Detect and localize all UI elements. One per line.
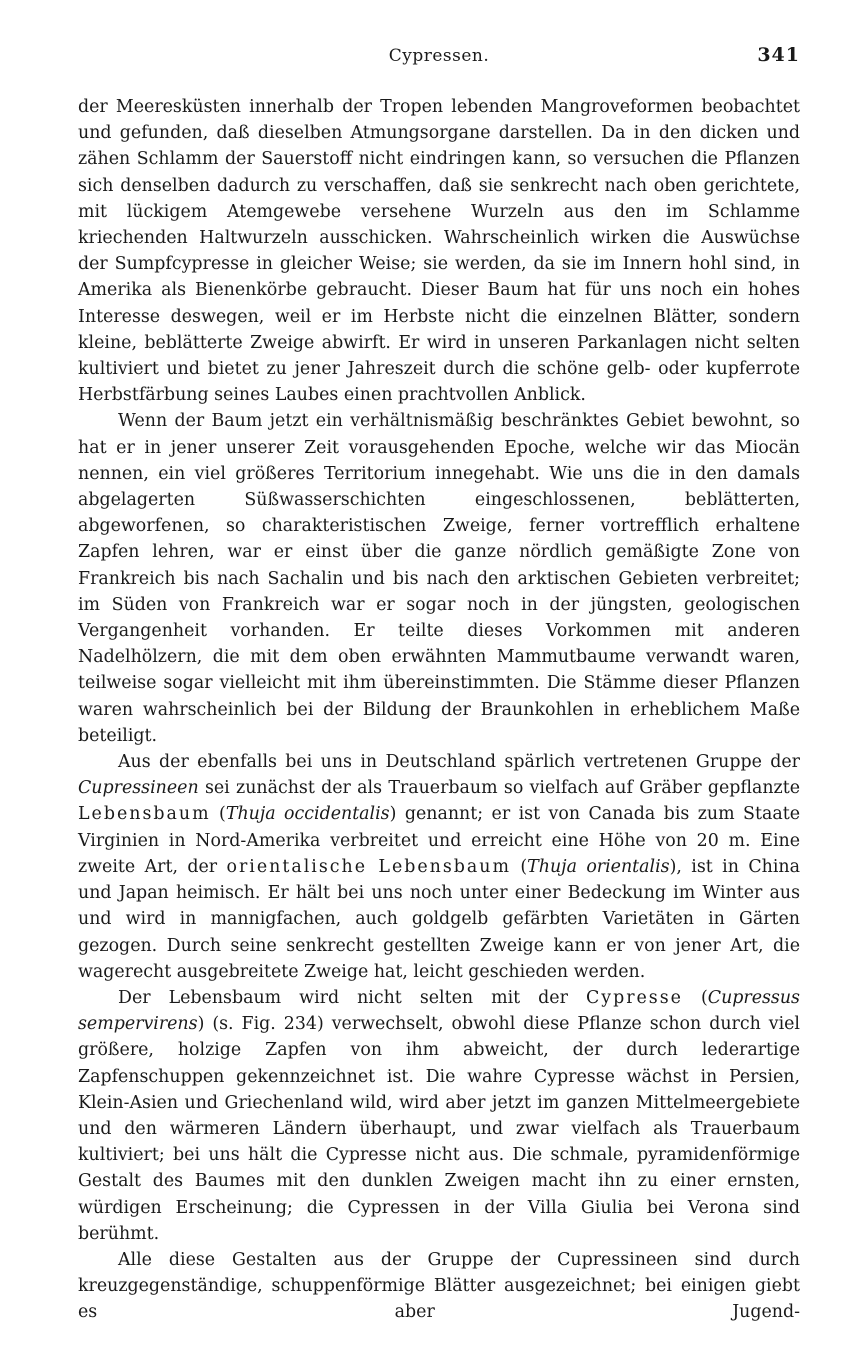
text-run: Der Lebensbaum wird nicht selten mit der (118, 987, 586, 1008)
latin-species-name: Cupressus sempervirens (78, 987, 800, 1035)
running-header (78, 46, 800, 74)
text-run: Wenn der Baum jetzt ein verhältnismäßig beschränktes Gebiet bewohnt, so hat er in jener unserer Zeit vorausgehenden Epoche, welche wir das Miocän nennen, ein viel größeres Territorium innegehabt. Wie uns die in den damals abgelagerten Süßwasserschichten eingeschlossenen, beblätterten, abgeworfenen, so charakteristischen Zweige, ferner vortrefflich erhaltene Zapfen lehren, war er einst über die ganze nördlich gemäßigte Zone von Frankreich bis nach Sachalin und bis nach den arktischen Gebieten verbreitet; im Süden von Frankreich war er sogar noch in der jüngsten, geologischen Vergangenheit vorhanden. Er teilte dieses Vorkommen mit anderen Nadelhölzern, die mit dem oben erwähnten Mammutbaume verwandt waren, teilweise sogar vielleicht mit ihm übereinstimmten. Die Stämme dieser Pflanzen waren wahrscheinlich bei der Bildung der Braunkohlen in erheblichem Maße beteiligt. (78, 411, 800, 746)
text-run: ) genannt; er ist von Canada bis zum Staate Virginien in Nord-Amerika verbreitet und erreicht eine Höhe von 20 m. Eine zweite Art, der (78, 804, 800, 877)
text-run: ( (210, 804, 226, 825)
text-run: Aus der ebenfalls bei uns in Deutschland spärlich vertretenen Gruppe der (118, 752, 800, 773)
latin-species-name: Cupressineen (78, 778, 199, 799)
running-title: Cypressen. (388, 46, 490, 66)
latin-species-name: Thuja orientalis (527, 856, 670, 877)
text-run: ) (s. Fig. 234) verwechselt, obwohl diese Pflanze schon durch viel größere, holzige Zapfen von ihm abweicht, der durch lederartige Zapfenschuppen gekennzeichnet ist. Die wahre Cypresse wächst in Persien, Klein-Asien und Griechenland wild, wird aber jetzt im ganzen Mittelmeergebiete und den wärmeren Ländern überhaupt, und zwar vielfach als Trauerbaum kultiviert; bei uns hält die Cypresse nicht aus. Die schmale, pyramidenförmige Gestalt des Baumes mit den dunklen Zweigen macht ihn zu einer ernsten, würdigen Erscheinung; die Cypressen in der Villa Giulia bei Verona sind berühmt. (78, 1014, 800, 1244)
emphasized-common-name: orientalische Lebensbaum (226, 856, 511, 877)
page-number: 341 (757, 44, 800, 66)
text-run: ( (510, 856, 528, 877)
body-text (78, 94, 800, 1326)
paragraph-mangrove-breathing-roots (78, 94, 800, 408)
paragraph-cypresse (78, 985, 800, 1247)
emphasized-common-name: Cypresse (585, 987, 683, 1008)
text-run: sei zunächst der als Trauerbaum so vielfach auf Gräber gepflanzte (198, 778, 800, 799)
paragraph-miocene-distribution (78, 408, 800, 749)
text-run: Alle diese Gestalten aus der Gruppe der Cupressineen sind durch kreuzgegenständige, schuppenförmige Blätter ausgezeichnet; bei einigen giebt es aber Jugend- (78, 1249, 800, 1323)
text-run: ), ist in China und Japan heimisch. Er hält bei uns noch unter einer Bedeckung im Winter aus und wird in mannigfachen, auch goldgelb gefärbten Varietäten in Gärten gezogen. Durch seine senkrecht gestellten Zweige kann er von jener Art, die wagerecht ausgebreitete Zweige hat, leicht geschieden werden. (78, 856, 800, 982)
latin-species-name: Thuja occidentalis (225, 804, 390, 825)
paragraph-cupressineen-lebensbaum (78, 749, 800, 985)
emphasized-common-name: Lebensbaum (78, 804, 211, 825)
paragraph-leaf-forms (78, 1247, 800, 1326)
text-run: ( (682, 987, 708, 1008)
text-run: der Meeresküsten innerhalb der Tropen lebenden Mangroveformen beobachtet und gefunden, daß dieselben Atmungsorgane darstellen. Da in den dicken und zähen Schlamm der Sauerstoff nicht eindringen kann, so versuchen die Pflanzen sich denselben dadurch zu verschaffen, daß sie senkrecht nach oben gerichtete, mit lückigem Atemgewebe versehene Wurzeln aus den im Schlamme kriechenden Haltwurzeln ausschicken. Wahrscheinlich wirken die Auswüchse der Sumpfcypresse in gleicher Weise; sie werden, da sie im Innern hohl sind, in Amerika als Bienenkörbe gebraucht. Dieser Baum hat für uns noch ein hohes Interesse deswegen, weil er im Herbste nicht die einzelnen Blätter, sondern kleine, beblätterte Zweige abwirft. Er wird in unseren Parkanlagen nicht selten kultiviert und bietet zu jener Jahreszeit durch die schöne gelb- oder kupferrote Herbstfärbung seines Laubes einen prachtvollen Anblick. (78, 97, 800, 406)
